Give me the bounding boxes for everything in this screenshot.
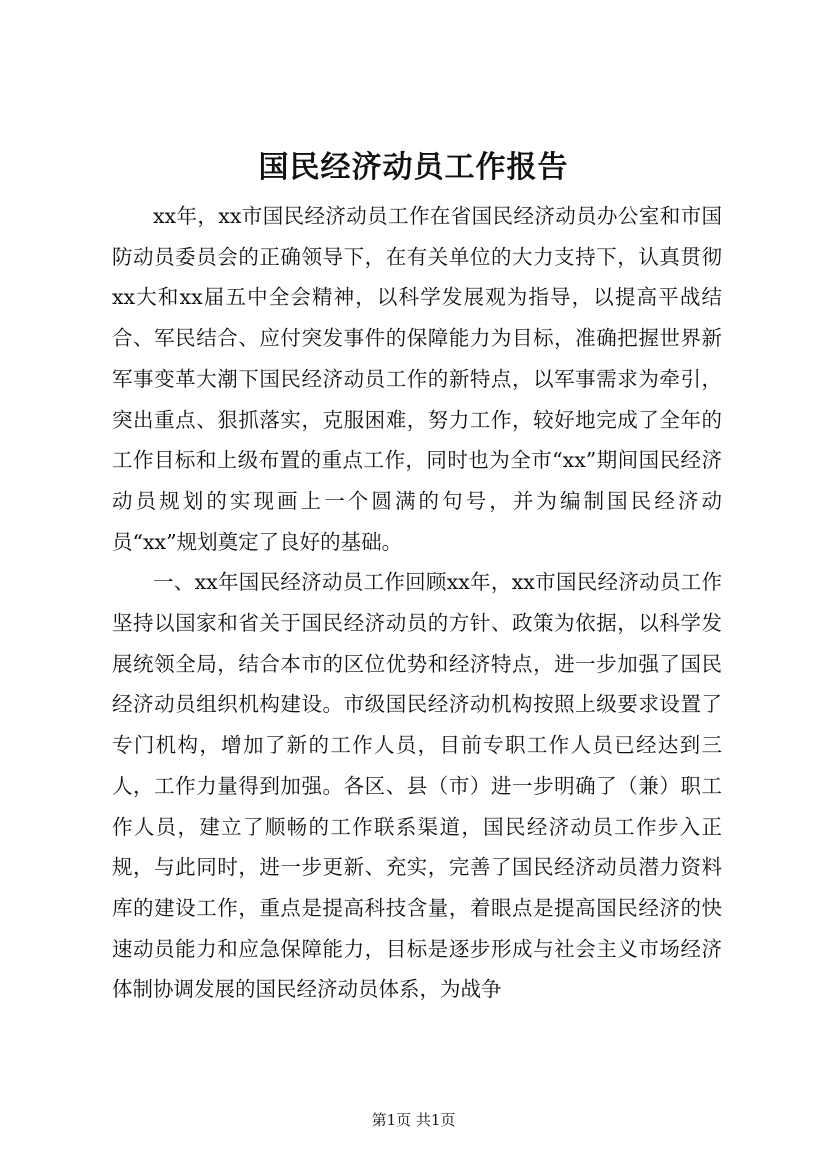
paragraph-review: 一、xx年国民经济动员工作回顾xx年，xx市国民经济动员工作坚持以国家和省关于国民经济动员的方针、政策为依据，以科学发展统领全局，结合本市的区位优势和经济特点，进一步加强了国民经济动员组织机构建设。市级国民经济动机构按照上级要求设置了专门机构，增加了新的工作人员，目前专职工作人员已经达到三人，工作力量得到加强。各区、县（市）进一步明确了（兼）职工作人员，建立了顺畅的工作联系渠道，国民经济动员工作步入正规，与此同时，进一步更新、充实，完善了国民经济动员潜力资料库的建设工作，重点是提高科技含量，着眼点是提高国民经济的快速动员能力和应急保障能力，目标是逐步形成与社会主义市场经济体制协调发展的国民经济动员体系，为战争 bbox=[112, 570, 722, 1002]
document-body bbox=[112, 196, 722, 1010]
paragraph-intro: xx年，xx市国民经济动员工作在省国民经济动员办公室和市国防动员委员会的正确领导下，在有关单位的大力支持下，认真贯彻xx大和xx届五中全会精神，以科学发展观为指导，以提高平战结合、军民结合、应付突发事件的保障能力为目标，准确把握世界新军事变革大潮下国民经济动员工作的新特点，以军事需求为牵引，突出重点、狠抓落实，克服困难，努力工作，较好地完成了全年的工作目标和上级布置的重点工作，同时也为全市“xx”期间国民经济动员规划的实现画上一个圆满的句号，并为编制国民经济动员“xx”规划奠定了良好的基础。 bbox=[112, 204, 722, 554]
page-footer: 第1页 共1页 bbox=[371, 1111, 456, 1129]
document-title: 国民经济动员工作报告 bbox=[258, 150, 569, 185]
